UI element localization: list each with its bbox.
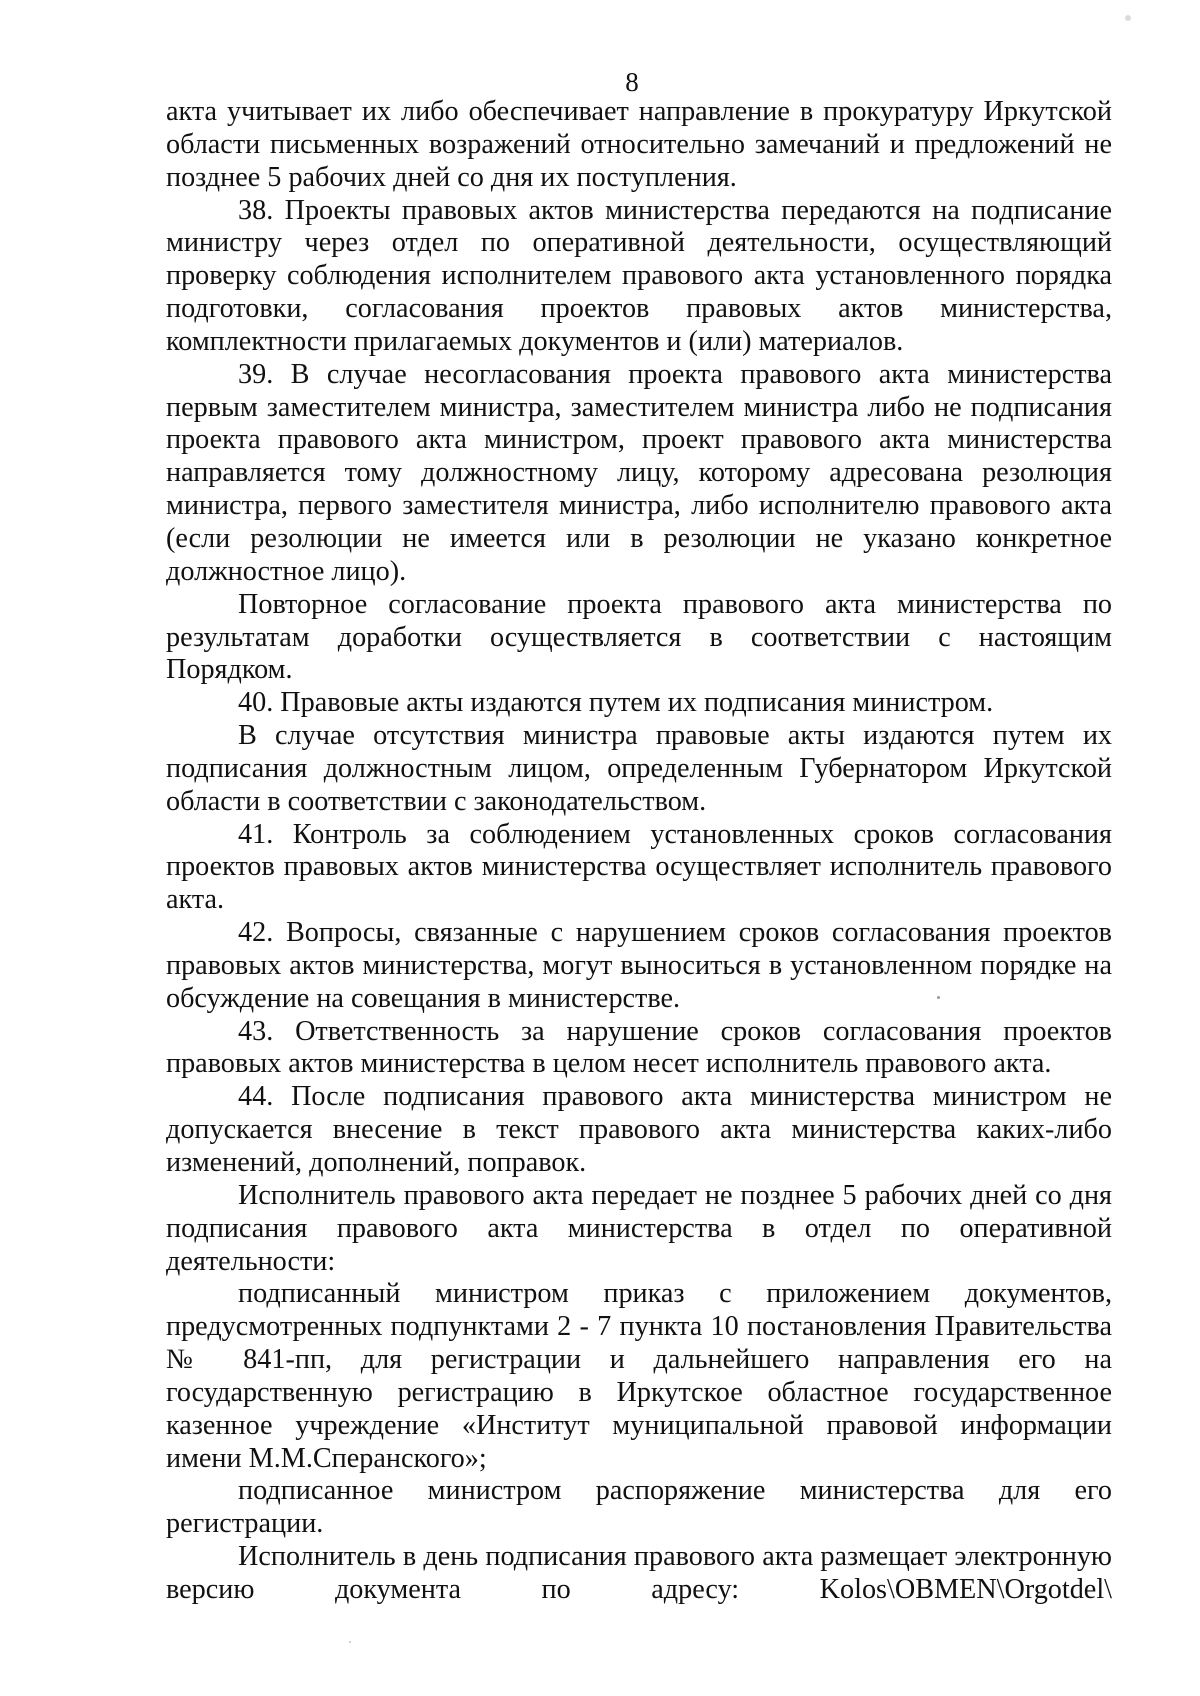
scan-speck bbox=[349, 1641, 351, 1643]
paragraph-repeat-approval: Повторное согласование проекта правового акта министерства по результатам доработки осуществляется в соответствии с настоящим Порядком. bbox=[166, 588, 1112, 686]
paragraph-executor-transfer: Исполнитель правового акта передает не позднее 5 рабочих дней со дня подписания правового акта министерства в отдел по оперативной деятельности: bbox=[166, 1179, 1112, 1277]
page-number: 8 bbox=[625, 67, 639, 97]
paragraph-40: 40. Правовые акты издаются путем их подписания министром. bbox=[238, 687, 994, 719]
scan-speck bbox=[1125, 15, 1131, 21]
paragraph-43: 43. Ответственность за нарушение сроков согласования проектов правовых актов министерства в целом несет исполнитель правового акта. bbox=[166, 1015, 1112, 1080]
paragraph-signed-disposal: подписанное министром распоряжение министерства для его регистрации. bbox=[166, 1475, 1112, 1540]
paragraph-signed-order: подписанный министром приказ с приложением документов, предусмотренных подпунктами 2 - 7 пункта 10 постановления Правительства № 841-пп, для регистрации и дальнейшего направления его на государственную регистрацию в Иркутское областное государственное казенное учреждение «Институт муниципальной правовой информации имени М.М.Сперанского»; bbox=[166, 1278, 1112, 1474]
paragraph-44: 44. После подписания правового акта министерства министром не допускается внесение в текст правового акта министерства каких-либо изменений, дополнений, поправок. bbox=[166, 1081, 1112, 1178]
paragraph-42: 42. Вопросы, связанные с нарушением сроков согласования проектов правовых актов министерства, могут выноситься в установленном порядке на обсуждение на совещания в министерстве. bbox=[166, 917, 1112, 1014]
paragraph-41: 41. Контроль за соблюдением установленных сроков согласования проектов правовых актов министерства осуществляет исполнитель правового акта. bbox=[166, 818, 1112, 916]
paragraph-electronic-version: Исполнитель в день подписания правового акта размещает электронную версию документа по адресу: Kolos\OBMEN\Orgotdel\ bbox=[166, 1541, 1112, 1605]
paragraph-minister-absence: В случае отсутствия министра правовые акты издаются путем их подписания должностным лицом, определенным Губернатором Иркутской области в соответствии с законодательством. bbox=[166, 720, 1112, 817]
paragraph-continuation: акта учитывает их либо обеспечивает направление в прокуратуру Иркутской области письменных возражений относительно замечаний и предложений не позднее 5 рабочих дней со дня их поступления. bbox=[166, 96, 1112, 193]
document-body bbox=[166, 96, 1112, 1607]
paragraph-38: 38. Проекты правовых актов министерства передаются на подписание министру через отдел по оперативной деятельности, осуществляющий проверку соблюдения исполнителем правового акта установленного порядка подготовки, согласования проектов правовых актов министерства, комплектности прилагаемых документов и (или) материалов. bbox=[166, 194, 1112, 357]
scan-speck bbox=[937, 996, 940, 999]
paragraph-39: 39. В случае несогласования проекта правового акта министерства первым заместителем министра, заместителем министра либо не подписания проекта правового акта министром, проект правового акта министерства направляется тому должностному лицу, которому адресована резолюция министра, первого заместителя министра, либо исполнителю правового акта (если резолюции не имеется или в резолюции не указано конкретное должностное лицо). bbox=[166, 358, 1112, 587]
